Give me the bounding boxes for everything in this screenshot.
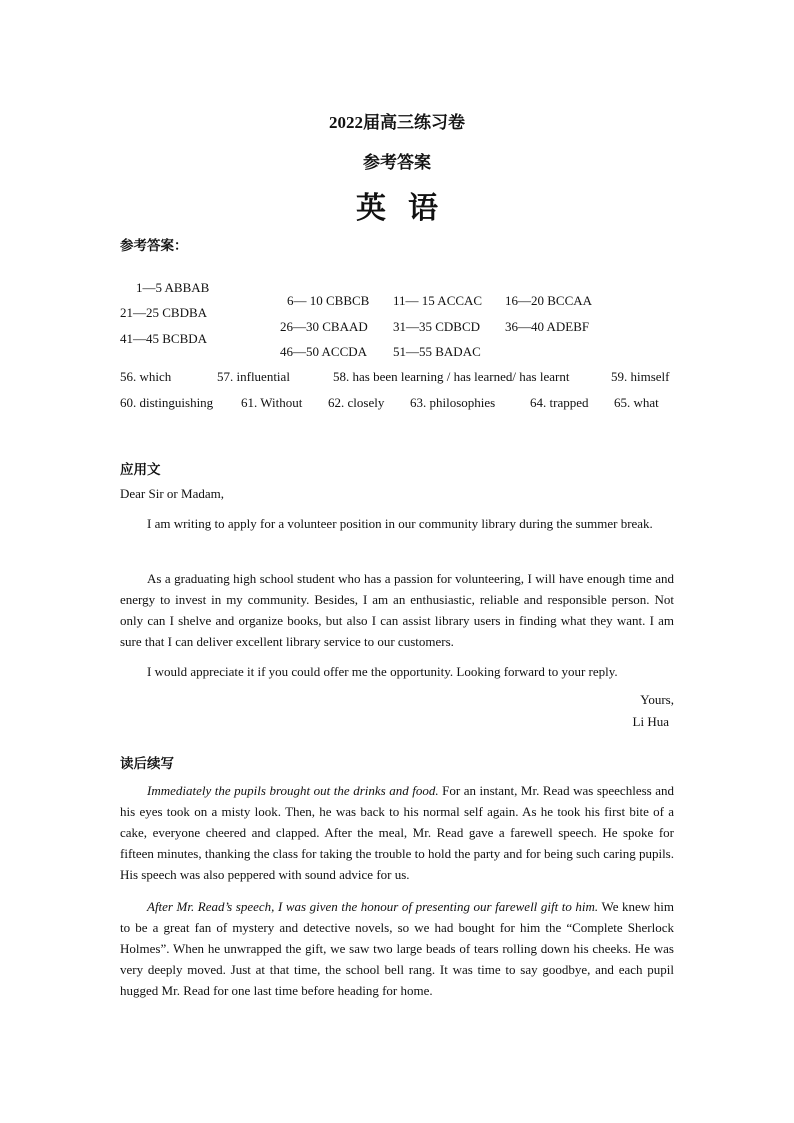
- answer-36-40: 36—40 ADEBF: [505, 319, 590, 334]
- answer-64: 64. trapped: [530, 395, 589, 410]
- letter-signature: Li Hua: [632, 714, 669, 729]
- continuation-heading: 读后续写: [120, 756, 174, 771]
- answer-11-15: 11— 15 ACCAC: [393, 293, 483, 308]
- answer-63: 63. philosophies: [410, 395, 496, 410]
- letter-closing: Yours,: [640, 692, 674, 707]
- letter-salutation: Dear Sir or Madam,: [120, 486, 224, 501]
- answer-61: 61. Without: [241, 395, 303, 410]
- answer-1-5: 1—5 ABBAB: [136, 280, 210, 295]
- answer-31-35: 31—35 CDBCD: [393, 319, 481, 334]
- letter-paragraph-3: I would appreciate it if you could offer me the opportunity. Looking forward to your reply.: [147, 664, 618, 679]
- answer-62: 62. closely: [328, 395, 385, 410]
- paragraph-2-opening: After Mr. Read’s speech, I was given the honour of presenting our farewell gift to him.: [147, 899, 599, 914]
- answer-57: 57. influential: [217, 369, 290, 384]
- answer-58: 58. has been learning / has learned/ has learnt: [333, 369, 570, 384]
- answer-56: 56. which: [120, 369, 172, 384]
- answer-51-55: 51—55 BADAC: [393, 344, 481, 359]
- paragraph-1-opening: Immediately the pupils brought out the drinks and food.: [147, 783, 439, 798]
- letter-heading: 应用文: [120, 462, 161, 477]
- continuation-paragraph-1: Immediately the pupils brought out the drinks and food. For an instant, Mr. Read was speechless and his eyes took on a misty look. Then, he was back to his normal self again. As he took his first bite of a cake, everyone cheered and clapped. After the meal, Mr. Read gave a farewell speech. He spoke for fifteen minutes, thanking the class for taking the trouble to hold the party and for being such caring pupils. His speech was also peppered with sound advice for us.: [120, 783, 674, 882]
- answer-6-10: 6— 10 CBBCB: [287, 293, 370, 308]
- answer-46-50: 46—50 ACCDA: [280, 344, 368, 359]
- answer-65: 65. what: [614, 395, 659, 410]
- answer-59: 59. himself: [611, 369, 670, 384]
- subject-title: 英语: [356, 192, 460, 225]
- answer-26-30: 26—30 CBAAD: [280, 319, 368, 334]
- continuation-paragraph-2: After Mr. Read’s speech, I was given the honour of presenting our farewell gift to him. We knew him to be a great fan of mystery and detective novels, so we had bought for him the “Complete Sherlock Holmes”. When he unwrapped the gift, we saw two large beads of tears rolling down his cheeks. He was very deeply moved. Just at that time, the school bell rang. It was time to say goodbye, and each pupil hugged Mr. Read for one last time before heading for home.: [120, 899, 674, 998]
- answer-60: 60. distinguishing: [120, 395, 214, 410]
- exam-title: 2022届高三练习卷: [329, 113, 465, 132]
- answer-21-25: 21—25 CBDBA: [120, 305, 208, 320]
- letter-paragraph-1: I am writing to apply for a volunteer position in our community library during the summer break.: [147, 516, 653, 531]
- answer-key-title: 参考答案: [363, 153, 431, 172]
- answer-16-20: 16—20 BCCAA: [505, 293, 593, 308]
- answer-41-45: 41—45 BCBDA: [120, 331, 208, 346]
- letter-paragraph-2: As a graduating high school student who has a passion for volunteering, I will have enough time and energy to invest in my community. Besides, I am an enthusiastic, reliable and responsible person. Not only can I shelve and organize books, but also I can assist library users in finding what they want. I am sure that I can deliver excellent library service to our customers.: [120, 571, 674, 649]
- answers-heading: 参考答案：: [120, 238, 188, 253]
